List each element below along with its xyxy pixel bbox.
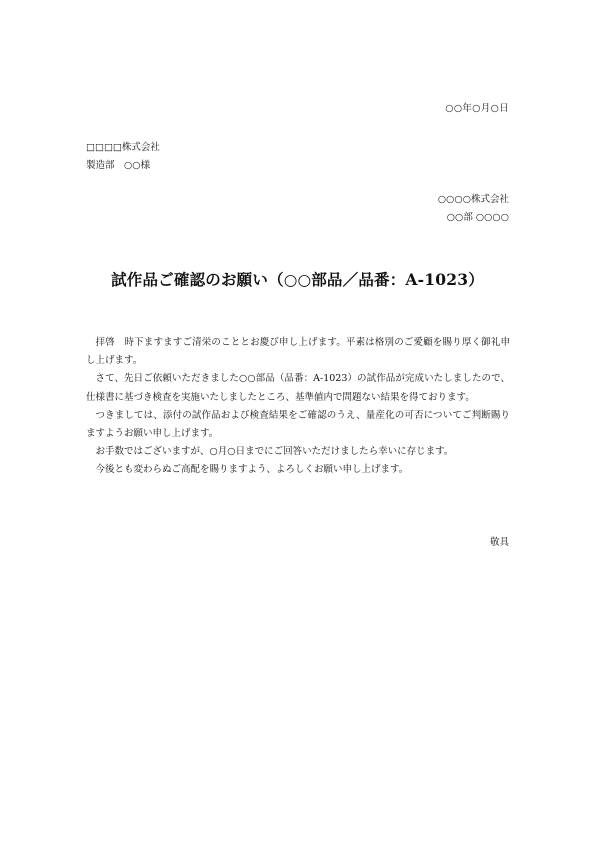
- body-paragraph-greeting: 拝啓 時下ますますご清栄のこととお慶び申し上げます。平素は格別のご愛顧を賜り厚く御礼申し上げます。: [86, 337, 510, 367]
- letter-title: 試作品ご確認のお願い（○○部品／品番：A-1023）: [111, 270, 484, 289]
- letter-body: [86, 334, 510, 480]
- body-paragraph-request: つきましては、添付の試作品および検査結果をご確認のうえ、量産化の可否についてご判断賜りますようお願い申し上げます。: [86, 409, 510, 440]
- body-paragraph-deadline: お手数ではございますが、○月○日までにご回答いただけましたら幸いに存じます。: [95, 446, 454, 458]
- sender-block: [438, 191, 509, 227]
- recipient-department-person: 製造部 ○○様: [86, 160, 151, 171]
- body-paragraph-report: さて、先日ご依頼いただきました○○部品（品番：A-1023）の試作品が完成いたしましたので、仕様書に基づき検査を実施いたしましたところ、基準値内で問題ない結果を得ております。: [86, 373, 510, 403]
- recipient-block: [86, 139, 160, 175]
- body-paragraph-regards: 今後とも変わらぬご高配を賜りますよう、よろしくお願い申し上げます。: [95, 464, 409, 476]
- letter-date: ○○年○月○日: [445, 103, 509, 114]
- recipient-company: □□□□株式会社: [86, 142, 160, 153]
- letter-closing: 敬具: [489, 537, 509, 548]
- sender-department-person: ○○部 ○○○○: [446, 212, 509, 223]
- sender-company: ○○○○株式会社: [437, 194, 509, 205]
